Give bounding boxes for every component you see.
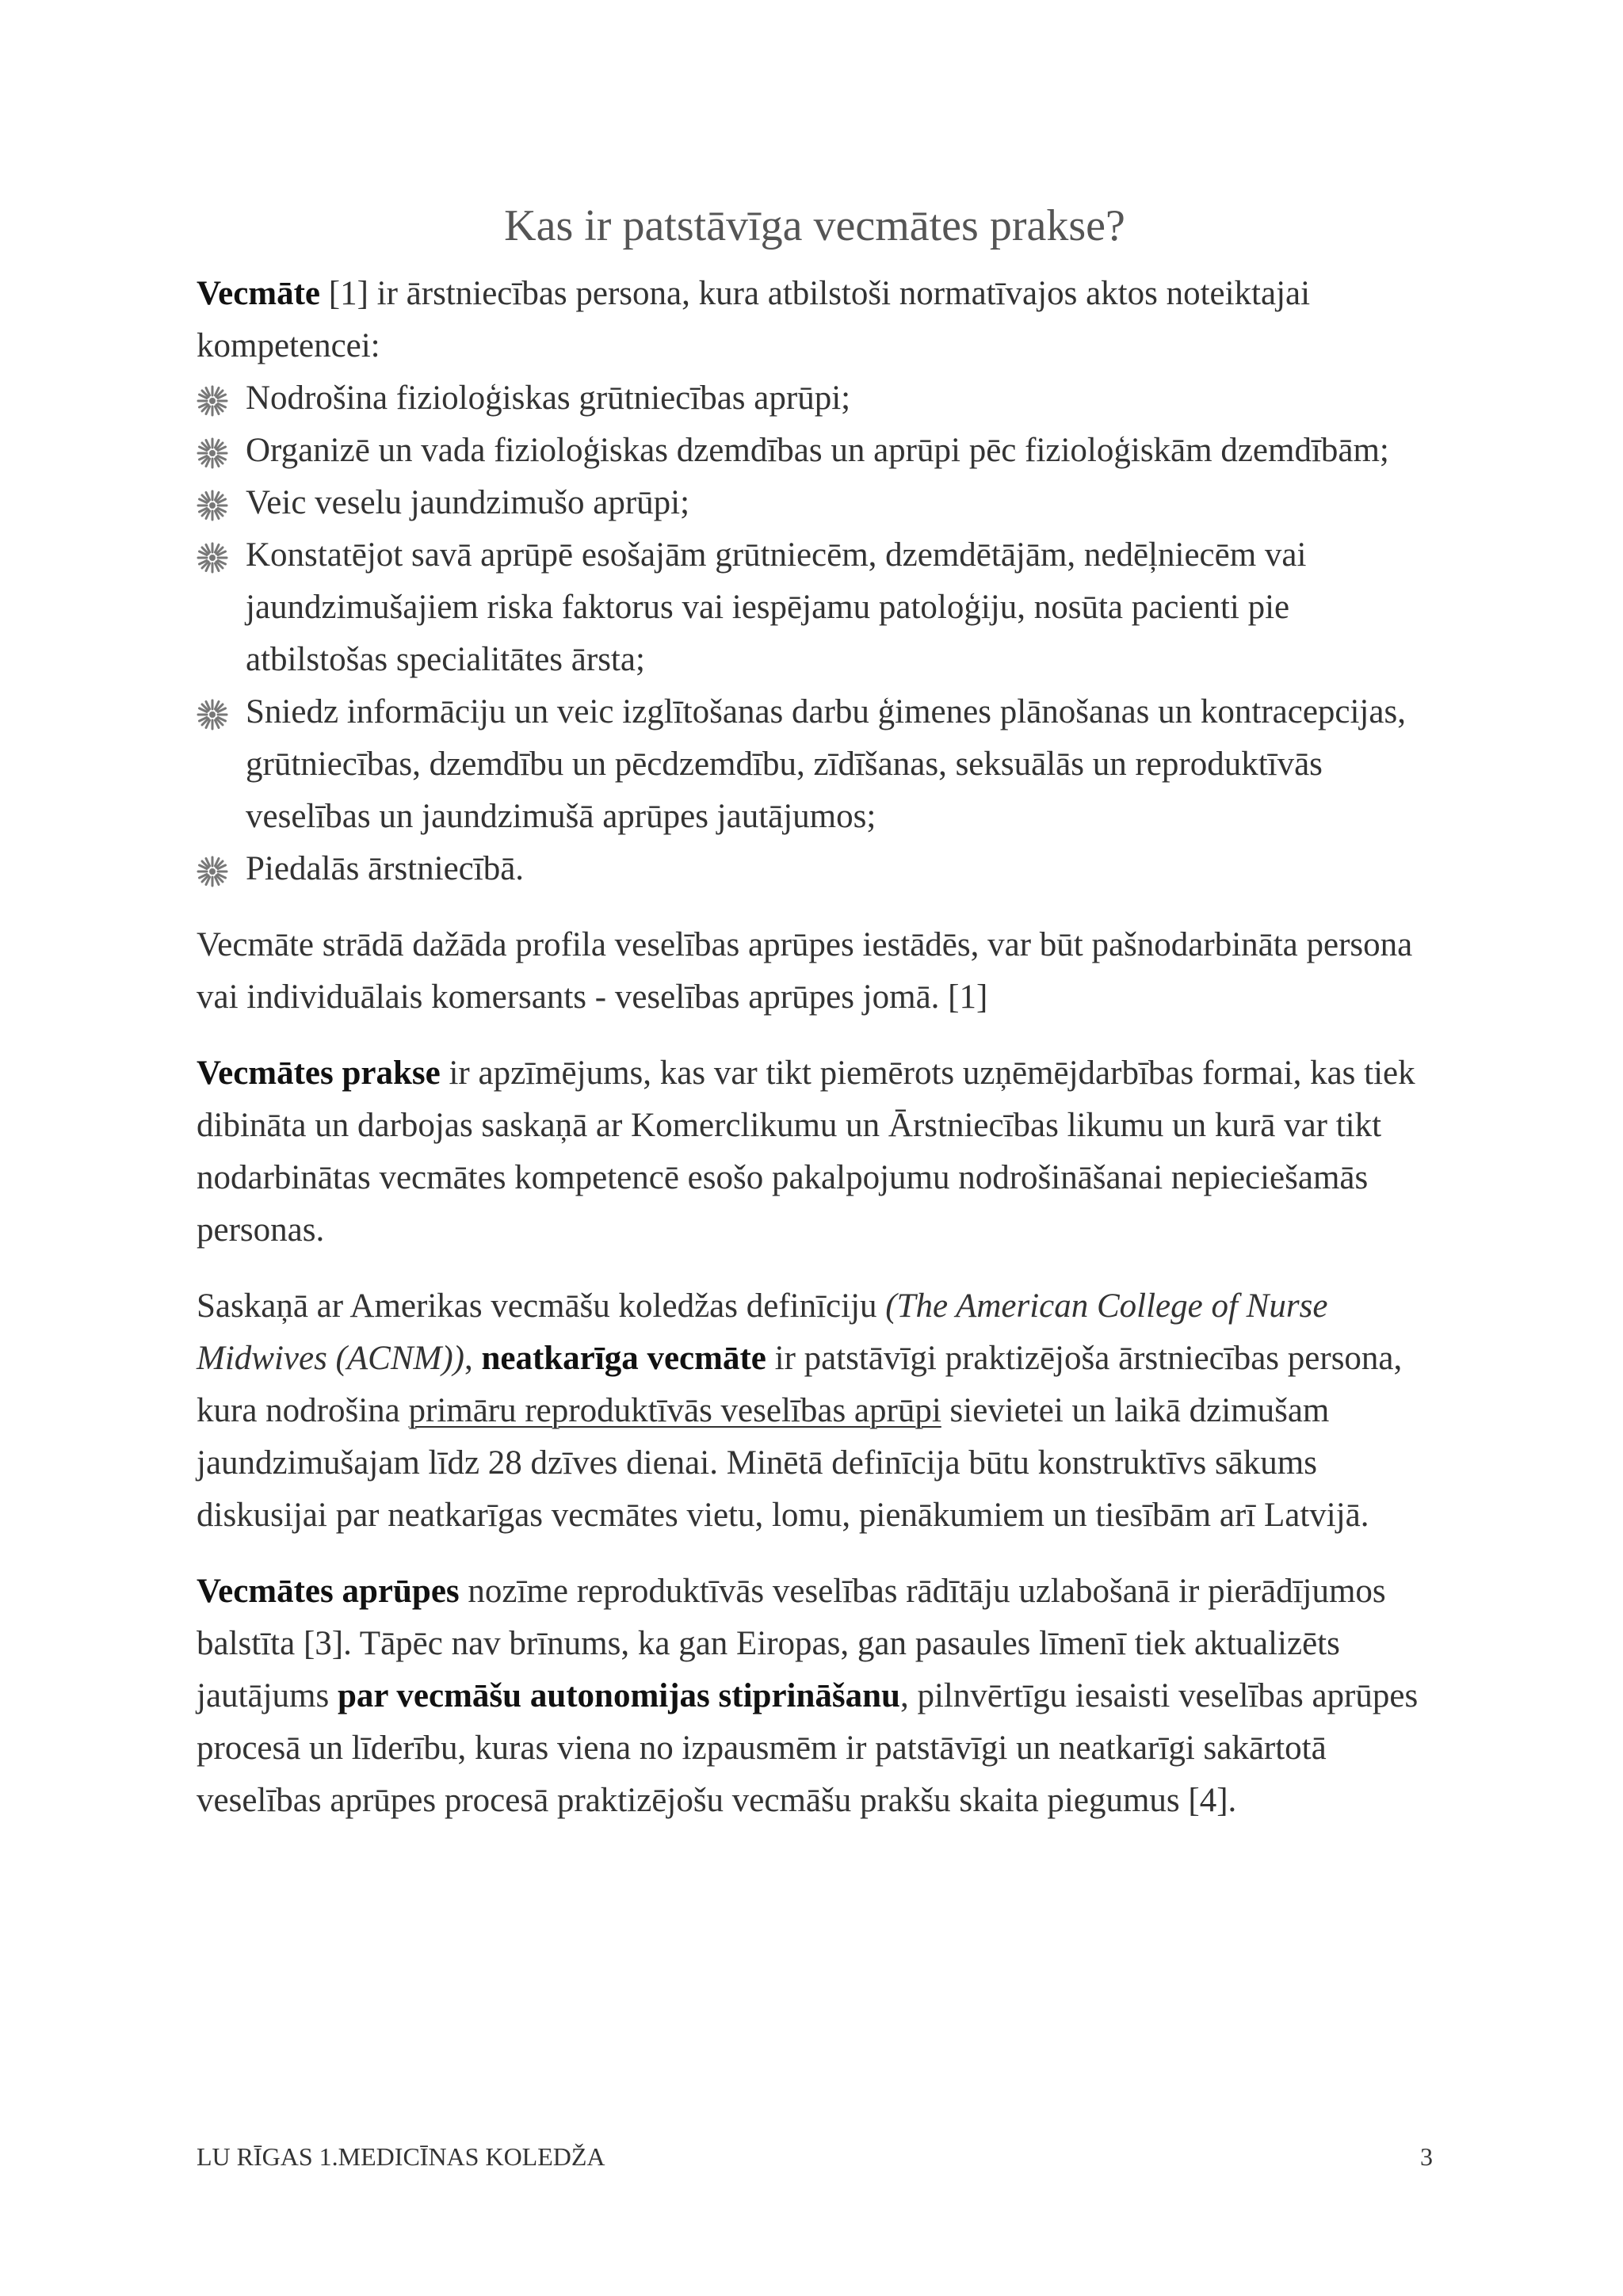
document-page <box>197 190 1433 1827</box>
list-item-text: Piedalās ārstniecībā. <box>246 850 525 887</box>
practice-bold: Vecmātes prakse <box>197 1055 441 1092</box>
acnm-text-4: sievietei un laikā dzimušam jaundzimušajam līdz 28 dzīves dienai. Minētā definīcija būtu konstruktīvs sākums diskusijai par neatkarīgas vecmātes vietu, lomu, pienākumiem un tiesībām arī Latvijā. <box>197 1392 1369 1534</box>
flower-icon <box>197 385 228 417</box>
competence-list <box>197 372 1433 895</box>
paragraph-workplace: Vecmāte strādā dažāda profila veselības aprūpes iestādēs, var būt pašnodarbināta persona vai individuālais komersants - veselības aprūpes jomā. [1] <box>197 926 1413 1016</box>
flower-icon <box>197 490 228 521</box>
page-footer <box>197 2142 1433 2172</box>
list-item-text: Organizē un vada fizioloģiskas dzemdības un aprūpi pēc fizioloģiskām dzemdībām; <box>246 432 1389 469</box>
flower-icon <box>197 856 228 887</box>
intro-paragraph <box>197 268 1433 372</box>
acnm-text-1: Saskaņā ar Amerikas vecmāšu koledžas definīciju <box>197 1287 886 1325</box>
paragraph-practice <box>197 1047 1433 1257</box>
flower-icon <box>197 437 228 469</box>
list-item-text: Veic veselu jaundzimušo aprūpi; <box>246 484 690 521</box>
acnm-bold: neatkarīga vecmāte <box>481 1340 766 1377</box>
paragraph-care <box>197 1566 1433 1827</box>
practice-text: ir apzīmējums, kas var tikt piemērots uzņēmējdarbības formai, kas tiek dibināta un darbojas saskaņā ar Komerclikumu un Ārstniecības likumu un kurā var tikt nodarbinātas vecmātes kompetencē esošo pakalpojumu nodrošināšanai nepieciešamās personas. <box>197 1055 1415 1249</box>
list-item <box>197 372 1433 425</box>
care-text-1: nozīme reproduktīvās veselības rādītāju uzlabošanā ir pierādījumos balstīta [3]. Tāpēc nav brīnums, ka gan Eiropas, gan pasaules līmenī tiek aktualizēts jautājums <box>197 1573 1386 1714</box>
page-title: Kas ir patstāvīga vecmātes prakse? <box>504 201 1125 250</box>
care-bold-1: Vecmātes aprūpes <box>197 1573 460 1610</box>
list-item-text: Sniedz informāciju un veic izglītošanas darbu ģimenes plānošanas un kontracepcijas, grūtniecības, dzemdību un pēcdzemdību, zīdīšanas, seksuālās un reproduktīvās veselības un jaundzimušā aprūpes jautājumos; <box>246 693 1406 835</box>
list-item <box>197 425 1433 477</box>
footer-institution: LU RĪGAS 1.MEDICĪNAS KOLEDŽA <box>197 2142 605 2171</box>
page-number: 3 <box>1420 2142 1433 2171</box>
flower-icon <box>197 699 228 730</box>
list-item <box>197 686 1433 843</box>
acnm-underline: primāru reproduktīvās veselības aprūpi <box>408 1392 941 1429</box>
flower-icon <box>197 542 228 574</box>
list-item-text: Nodrošina fizioloģiskas grūtniecības aprūpi; <box>246 379 851 417</box>
intro-bold: Vecmāte <box>197 275 321 312</box>
care-bold-2: par vecmāšu autonomijas stiprināšanu <box>337 1677 900 1714</box>
list-item <box>197 529 1433 686</box>
acnm-text-2: , <box>464 1340 482 1377</box>
intro-text: [1] ir ārstniecības persona, kura atbilstoši normatīvajos aktos noteiktajai kompetencei: <box>197 275 1311 364</box>
acnm-italic: (The American College of Nurse Midwives (ACNM)) <box>197 1287 1328 1377</box>
paragraph-acnm <box>197 1280 1433 1542</box>
care-text-2: , pilnvērtīgu iesaisti veselības aprūpes procesā un līderību, kuras viena no izpausmēm ir patstāvīgi un neatkarīgi sakārtotā veselības aprūpes procesā praktizējošu vecmāšu prakšu skaita piegumus [4]. <box>197 1677 1419 1819</box>
list-item <box>197 843 1433 895</box>
acnm-text-3: ir patstāvīgi praktizējoša ārstniecības persona, kura nodrošina <box>197 1340 1403 1429</box>
list-item <box>197 477 1433 529</box>
list-item-text: Konstatējot savā aprūpē esošajām grūtniecēm, dzemdētājām, nedēļniecēm vai jaundzimušajiem riska faktorus vai iespējamu patoloģiju, nosūta pacienti pie atbilstošas specialitātes ārsta; <box>246 536 1307 678</box>
